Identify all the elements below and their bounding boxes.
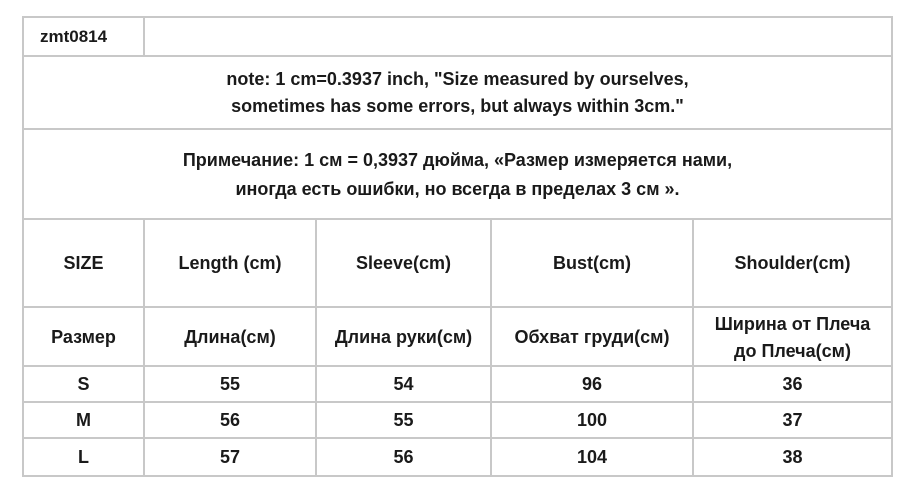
row-divider [22, 55, 893, 57]
cell-bust: 100 [576, 410, 608, 430]
note-english-line1: note: 1 cm=0.3937 inch, "Size measured by ourselves, [226, 69, 689, 89]
header-size: SIZE [63, 253, 104, 273]
cell-length: 55 [219, 374, 241, 394]
note-english-line2: sometimes has some errors, but always within 3cm." [231, 96, 684, 116]
cell-size: L [78, 447, 89, 467]
row-divider [22, 128, 893, 130]
header-shoulder: Shoulder(cm) [734, 253, 851, 273]
header-sleeve-ru: Длина руки(см) [334, 326, 473, 347]
cell-bust: 104 [576, 447, 608, 467]
note-russian-line2: иногда есть ошибки, но всегда в пределах 3 см ». [235, 179, 680, 199]
header-size-ru: Размер [51, 326, 116, 347]
product-code: zmt0814 [40, 26, 108, 46]
cell-bust: 96 [581, 374, 603, 394]
header-length-ru: Длина(см) [184, 326, 276, 347]
cell-size: M [76, 410, 91, 430]
header-length: Length (cm) [178, 253, 282, 273]
cell-length: 56 [219, 410, 241, 430]
col-divider [143, 16, 145, 56]
cell-length: 57 [219, 447, 241, 467]
cell-sleeve: 55 [393, 410, 414, 430]
cell-sleeve: 54 [393, 374, 414, 394]
header-sleeve: Sleeve(cm) [355, 253, 452, 273]
cell-shoulder: 38 [782, 447, 803, 467]
header-bust-ru: Обхват груди(см) [514, 326, 670, 347]
header-shoulder-ru-line1: Ширина от Плеча [714, 314, 871, 334]
header-bust: Bust(cm) [552, 253, 631, 273]
note-russian-line1: Примечание: 1 см = 0,3937 дюйма, «Размер измеряется нами, [182, 150, 733, 170]
cell-shoulder: 36 [782, 374, 803, 394]
cell-size: S [77, 374, 90, 394]
cell-sleeve: 56 [393, 447, 414, 467]
header-shoulder-ru-line2: до Плеча(см) [734, 341, 851, 361]
cell-shoulder: 37 [782, 410, 803, 430]
